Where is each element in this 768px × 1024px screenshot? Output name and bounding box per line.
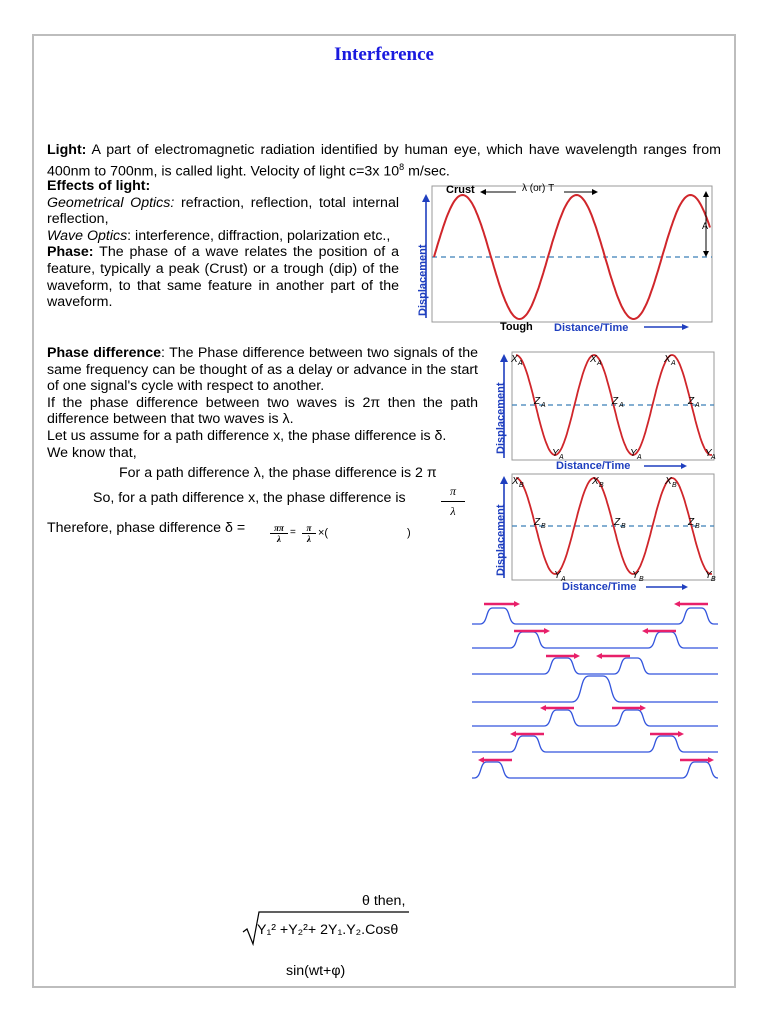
pulse-arrow-5-1-head [540,705,546,711]
fraction-pi-lambda [441,484,465,519]
x-label-3: X [664,354,671,365]
pulse-row-7 [472,762,718,778]
zb-label-3: Z [688,517,695,528]
pulse-row-5 [472,710,718,726]
pulse-superposition-diagram [470,596,722,786]
zb-label-2: Z [614,517,621,528]
y-sub-2: A [637,454,642,461]
fraction-numerator: π [449,484,456,498]
phase-difference-line4: We know that, [47,444,137,461]
phase-difference-line6: So, for a path difference x, the phase difference is [93,490,406,506]
pulse-arrow-7-2-head [708,757,714,763]
zb-sub-1: B [541,523,546,530]
therefore-line: Therefore, phase difference δ = [47,520,246,536]
pulse-arrow-1-1-head [514,601,520,607]
y-label-3: Y [705,448,712,459]
xb-sub-1: B [519,482,524,489]
x-sub-1: A [518,360,523,367]
x-label-2: X [590,354,597,365]
pulse-arrow-6-1-head [510,731,516,737]
wave-optics-label: Wave Optics [47,227,128,244]
pulse-arrow-3-2-head [596,653,602,659]
yb-label-3: Y [705,570,712,581]
times-paren: ×( [318,527,329,539]
fraction-one-den: λ [277,534,281,544]
z-sub-1: A [541,402,546,409]
page-title: Interference [334,44,434,65]
x-sub-3: A [671,360,676,367]
displacement-label-b: Displacement [495,504,507,576]
interference-formula: Y₁² +Y₂²+ 2Y₁.Y₂.Cosθ [257,922,399,938]
xb-label-1: X [512,476,519,487]
pulse-arrow-1-2-head [674,601,680,607]
yb-label-2: Y [632,570,639,581]
y-label-1: Y [552,448,559,459]
wave-diagram-b [492,470,718,594]
pulse-arrow-3-1-head [574,653,580,659]
close-paren: ) [407,527,411,539]
z-sub-2: A [619,402,624,409]
pulse-row-6 [472,736,718,752]
z-label-2: Z [612,396,619,407]
wave-optics-text: : interference, diffraction, polarization etc., [127,227,391,244]
equals-sign: = [290,527,296,538]
geometrical-optics-text: refraction, reflection, total internal reflection, [47,194,399,228]
yb-sub-1: A [561,576,566,583]
zb-sub-3: B [695,523,700,530]
fraction-one-num: ππ [274,523,284,533]
lambda-label: λ (or) T [522,183,555,194]
phase-difference-text: : The Phase difference between two signals of the same frequency can be thought of as a delay or advance in the start of one signal's cycle with respect to another. [47,345,478,395]
wave-diagram-crust-trough [412,178,718,338]
distance-time-label: Distance/Time [554,322,629,334]
pulse-arrow-5-2-head [640,705,646,711]
yb-label-1: Y [554,570,561,581]
fraction-two-num: π [306,523,312,533]
pulse-arrow-7-1-head [478,757,484,763]
crust-label: Crust [446,184,475,196]
yb-sub-3: B [711,576,716,583]
phase-text: The phase of a wave relates the position of a feature, typically a peak (Crust) or a trough (dip) of the waveform, to that same feature in another part of the waveform. [47,244,399,311]
zb-sub-2: B [621,523,626,530]
distance-time-label-b: Distance/Time [562,581,637,593]
phase-difference-label: Phase difference [47,345,161,361]
displacement-label: Displacement [417,244,429,316]
theta-then: θ then, [362,893,406,909]
amplitude-label: A [702,221,709,231]
effects-block [47,178,399,311]
xb-sub-3: B [672,482,677,489]
x-sub-2: A [597,360,602,367]
xb-label-3: X [665,476,672,487]
fraction-denominator: λ [450,504,456,518]
distance-time-label-a: Distance/Time [556,460,631,472]
phase-difference-line2: If the phase difference between two waves is 2π then the path difference between that two waves is λ. [47,394,478,428]
phase-label: Phase: [47,244,94,261]
z-label-1: Z [534,396,541,407]
light-text: A part of electromagnetic radiation identified by human eye, which have wavelength ranges from 400nm to 700nm, is called light. Velocity of light c=3x 10 [47,142,721,180]
fraction-two [302,523,316,544]
zb-label-1: Z [534,517,541,528]
pulse-row-4 [472,676,718,702]
sin-expression: sin(wt+φ) [286,963,346,979]
wave-diagram-a [492,350,718,474]
pulse-arrow-6-2-head [678,731,684,737]
displacement-label-a: Displacement [495,382,507,454]
light-label: Light: [47,142,87,158]
yb-sub-2: B [639,576,644,583]
light-paragraph [47,142,721,180]
phase-difference-line3: Let us assume for a path difference x, the phase difference is δ. [47,427,447,444]
light-exponent: 8 [399,161,405,172]
pulse-arrow-2-2-head [642,628,648,634]
pulse-row-2 [472,632,718,648]
trough-label: Tough [500,321,533,333]
fraction-two-den: λ [307,534,311,544]
geometrical-optics-label: Geometrical Optics: [47,194,175,211]
pulse-arrow-2-1-head [544,628,550,634]
fraction-one [270,523,288,544]
z-label-3: Z [688,396,695,407]
y-sub-1: A [559,454,564,461]
pulse-row-1 [472,608,718,624]
effects-label: Effects of light: [47,178,151,194]
xb-label-2: X [592,476,599,487]
y-sub-3: A [711,454,716,461]
y-label-2: Y [630,448,637,459]
z-sub-3: A [695,402,700,409]
x-label-1: X [511,354,518,365]
pulse-row-3 [472,658,718,674]
light-tail: m/sec. [404,163,450,180]
xb-sub-2: B [599,482,604,489]
phase-difference-block [47,345,478,461]
phase-difference-line5: For a path difference λ, the phase difference is 2 π [119,465,437,481]
